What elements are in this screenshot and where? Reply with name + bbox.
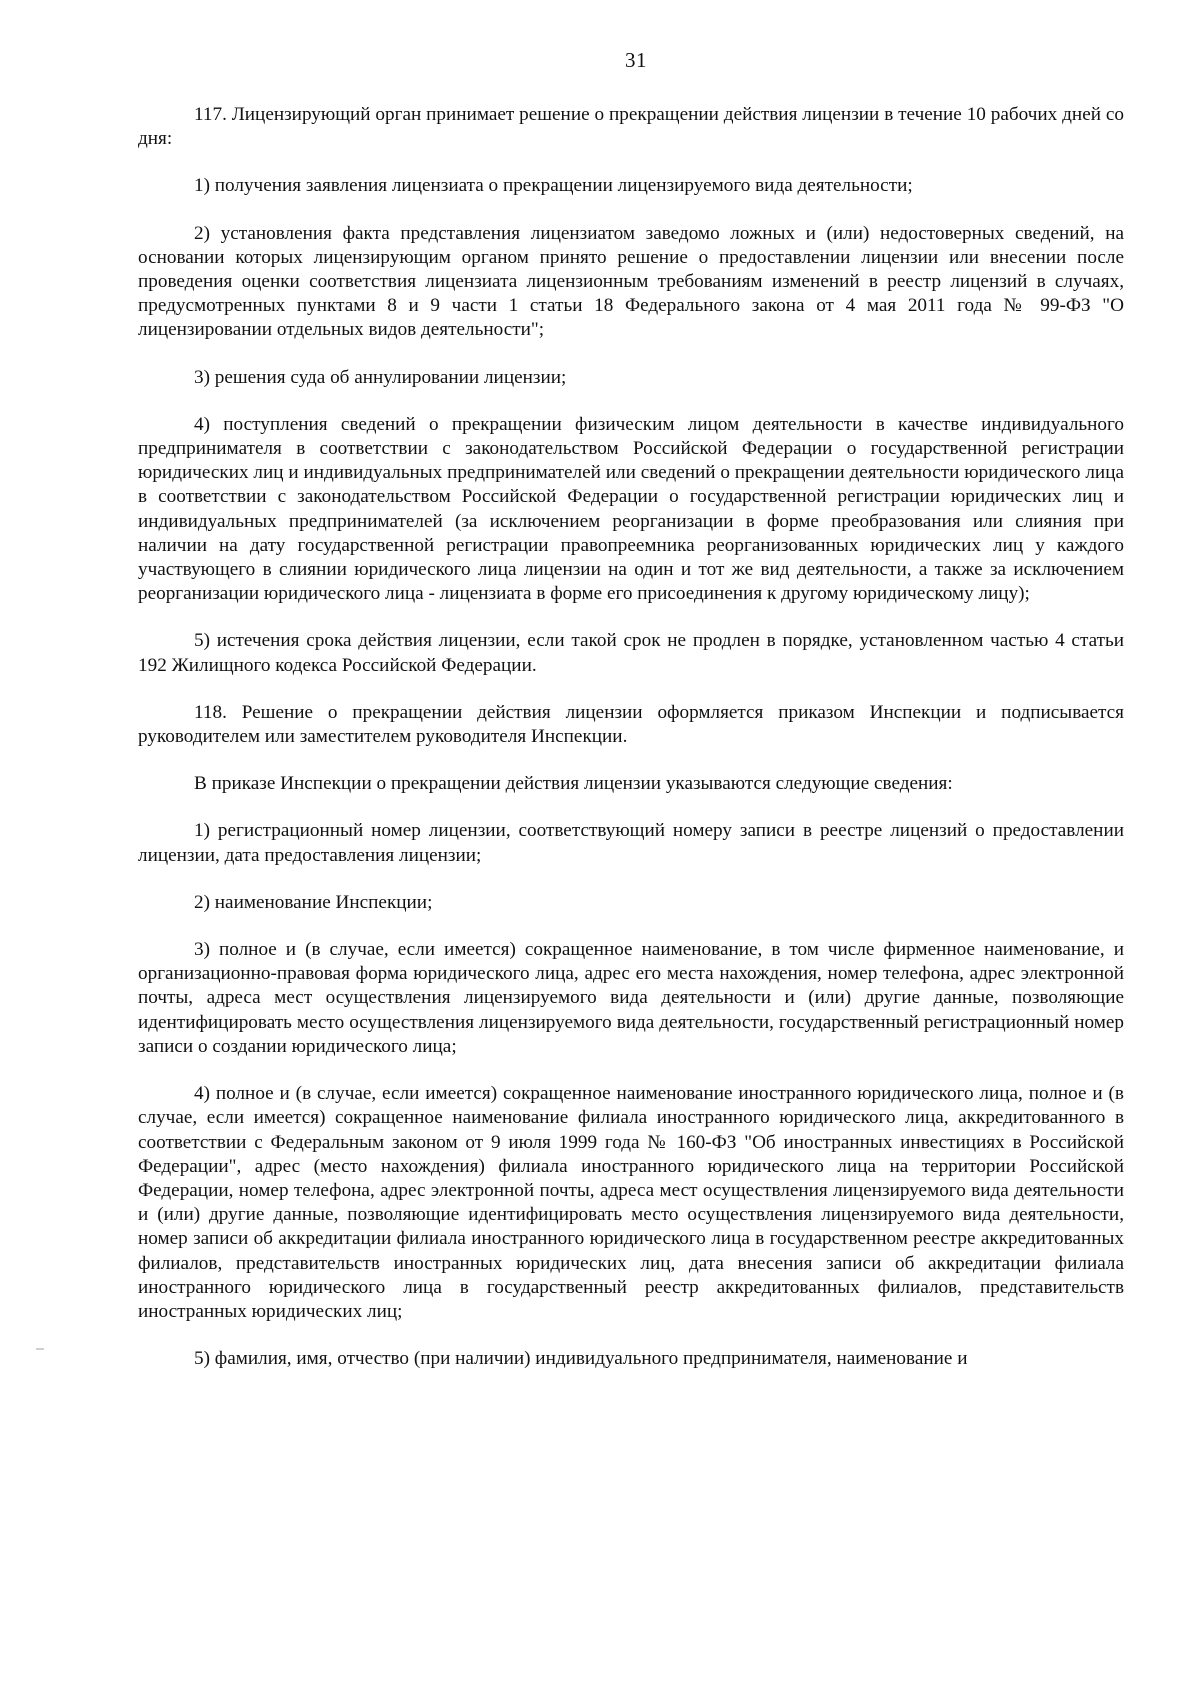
paragraph-118: 118. Решение о прекращении действия лицензии оформляется приказом Инспекции и подписывается руководителем или заместителем руководителя Инспекции.	[138, 701, 1124, 748]
paragraph-117: 117. Лицензирующий орган принимает решение о прекращении действия лицензии в течение 10 рабочих дней со дня:	[138, 104, 1124, 150]
paragraph-118-item-2: 2) наименование Инспекции;	[194, 891, 433, 913]
page-number: 31	[625, 48, 647, 72]
paragraph-118-item-4: 4) полное и (в случае, если имеется) сокращенное наименование иностранного юридического лица, полное и (в случае, если имеется) сокращенное наименование филиала иностранного юридического лица, аккредитованного в соответствии с Федеральным законом от 9 июля 1999 года № 160-ФЗ "Об иностранных инвестициях в Российской Федерации", адрес (место нахождения) филиала иностранного юридического лица на территории Российской Федерации, номер телефона, адрес электронной почты, адреса мест осуществления лицензируемого вида деятельности и (или) другие данные, позволяющие идентифицировать место осуществления лицензируемого вида деятельности, номер записи об аккредитации филиала иностранного юридического лица в государственном реестре аккредитованных филиалов, представительств иностранных юридических лиц, дата внесения записи об аккредитации филиала иностранного юридического лица в государственный реестр аккредитованных филиалов, представительств иностранных юридических лиц;	[138, 1083, 1124, 1322]
paragraph-118-item-3: 3) полное и (в случае, если имеется) сокращенное наименование, в том числе фирменное наименование, и организационно-правовая форма юридического лица, адрес его места нахождения, номер телефона, адрес электронной почты, адреса мест осуществления лицензируемого вида деятельности и (или) другие данные, позволяющие идентифицировать место осуществления лицензируемого вида деятельности, государственный регистрационный номер записи о создании юридического лица;	[138, 939, 1124, 1057]
paragraph-117-item-2: 2) установления факта представления лицензиатом заведомо ложных и (или) недостоверных сведений, на основании которых лицензирующим органом принято решение о предоставлении лицензии или внесении после проведения оценки соответствия лицензиата лицензионным требованиям изменений в реестр лицензий в случаях, предусмотренных пунктами 8 и 9 части 1 статьи 18 Федерального закона от 4 мая 2011 года № 99-ФЗ "О лицензировании отдельных видов деятельности";	[138, 222, 1124, 341]
paragraph-117-item-5: 5) истечения срока действия лицензии, если такой срок не продлен в порядке, установленном частью 4 статьи 192 Жилищного кодекса Российской Федерации.	[138, 630, 1124, 676]
paragraph-117-item-1: 1) получения заявления лицензиата о прекращении лицензируемого вида деятельности;	[194, 175, 913, 197]
paragraph-118-item-5: 5) фамилия, имя, отчество (при наличии) индивидуального предпринимателя, наименование и	[194, 1348, 968, 1370]
paragraph-118-intro: В приказе Инспекции о прекращении действия лицензии указываются следующие сведения:	[194, 773, 953, 795]
paragraph-118-item-1: 1) регистрационный номер лицензии, соответствующий номеру записи в реестре лицензий о предоставлении лицензии, дата предоставления лицензии;	[138, 820, 1124, 866]
paragraph-117-item-3: 3) решения суда об аннулировании лицензии;	[194, 366, 567, 388]
document-body	[138, 103, 1124, 1371]
paragraph-117-item-4: 4) поступления сведений о прекращении физическим лицом деятельности в качестве индивидуального предпринимателя в соответствии с законодательством Российской Федерации о государственной регистрации юридических лиц и индивидуальных предпринимателей или сведений о прекращении деятельности юридического лица в соответствии с законодательством Российской Федерации о государственной регистрации юридических лиц и индивидуальных предпринимателей (за исключением реорганизации в форме преобразования или слияния при наличии на дату государственной регистрации правопреемника реорганизованных юридических лиц у каждого участвующего в слиянии юридического лица лицензии на один и тот же вид деятельности, а также за исключением реорганизации юридического лица - лицензиата в форме его присоединения к другому юридическому лицу);	[138, 413, 1124, 605]
scan-artifact	[36, 1348, 44, 1350]
